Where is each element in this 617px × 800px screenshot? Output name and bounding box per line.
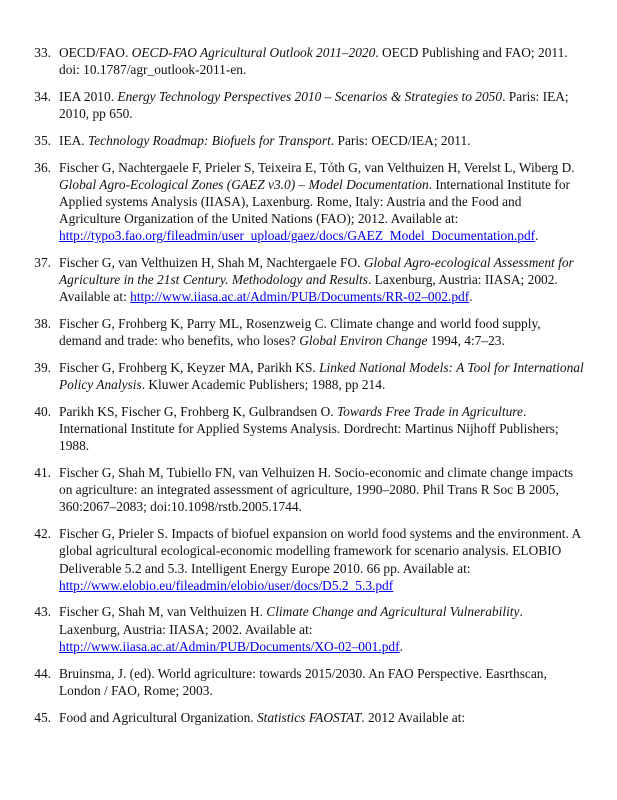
reference-number: 44. (34, 665, 51, 681)
reference-link[interactable]: http://www.iiasa.ac.at/Admin/PUB/Documents/XO-02–001.pdf (59, 638, 400, 654)
reference-text: OECD/FAO. (59, 45, 132, 60)
reference-text: 1994, 4:7–23. (427, 333, 505, 349)
reference-33 (34, 44, 585, 78)
reference-list (0, 44, 617, 735)
reference-text: IEA. (59, 132, 89, 148)
reference-title: Statistics FAOSTAT (256, 709, 362, 725)
reference-text: . (399, 638, 403, 654)
reference-text: Fischer G, Shah M, Tubiello FN, van Velhuizen H. Socio-economic and climate change impacts on agriculture: an integrated assessment of agriculture, 1990–2080. Phil Trans R Soc B 2005, 360:2067–2083; doi:10.1098/rstb.2005.1744. (59, 465, 574, 515)
reference-number: 36. (34, 159, 51, 175)
reference-text: . Laxenburg, Austria: IIASA; 2002. Available at: (59, 272, 558, 305)
reference-title: OECD-FAO Agricultural Outlook 2011–2020 (131, 45, 376, 60)
reference-text: Fischer G, van Velthuizen H, Shah M, Nachtergaele FO. (59, 255, 364, 271)
reference-text: Fischer G, Frohberg K, Keyzer MA, Parikh KS. (59, 360, 320, 376)
reference-title: Global Environ Change (299, 333, 428, 349)
reference-38 (34, 315, 585, 349)
reference-text: Parikh KS, Fischer G, Frohberg K, Gulbrandsen O. (59, 403, 337, 419)
reference-44 (34, 665, 585, 699)
reference-35 (34, 132, 585, 149)
reference-text: . OECD Publishing and FAO; 2011. doi: 10.1787/agr_outlook-2011-en. (59, 45, 568, 78)
reference-number: 41. (34, 465, 51, 481)
reference-number: 34. (34, 88, 51, 104)
reference-text: . International Institute for Applied Systems Analysis. Dordrecht: Martinus Nijhoff Publishers; 1988. (59, 403, 559, 454)
reference-39 (34, 359, 585, 393)
reference-45 (34, 709, 585, 726)
reference-title: Technology Roadmap: Biofuels for Transport (88, 132, 331, 148)
reference-text: . 2012 Available at: (361, 709, 466, 725)
reference-title: Global Agro-Ecological Zones (GAEZ v3.0) – Model Documentation (59, 176, 429, 192)
reference-title: Climate Change and Agricultural Vulnerability (266, 604, 520, 620)
reference-text: Fischer G, Shah M, van Velthuizen H. (59, 604, 267, 620)
reference-text: . Laxenburg, Austria: IIASA; 2002. Available at: (59, 604, 523, 637)
reference-number: 42. (34, 526, 51, 542)
reference-number: 43. (34, 604, 51, 620)
reference-text: . (469, 289, 473, 305)
reference-42 (34, 525, 585, 594)
reference-number: 35. (34, 132, 51, 148)
reference-number: 37. (34, 255, 51, 271)
reference-title: Towards Free Trade in Agriculture (336, 403, 523, 419)
reference-36 (34, 159, 585, 245)
reference-text: Food and Agricultural Organization. (59, 709, 257, 725)
reference-text: IEA 2010. (59, 88, 118, 104)
reference-number: 40. (34, 403, 51, 419)
reference-37 (34, 254, 585, 306)
reference-number: 33. (34, 45, 51, 60)
reference-40 (34, 403, 585, 455)
reference-43 (34, 603, 585, 655)
reference-text: Fischer G, Nachtergaele F, Prieler S, Teixeira E, Tóth G, van Velthuizen H, Verelst L, Wiberg D. (59, 159, 575, 175)
reference-text: . (535, 228, 539, 244)
reference-title: Linked National Models: A Tool for International Policy Analysis (59, 360, 584, 393)
reference-text: . Paris: OECD/IEA; 2011. (330, 132, 471, 148)
reference-number: 45. (34, 709, 51, 725)
reference-link[interactable]: http://www.iiasa.ac.at/Admin/PUB/Documents/RR-02–002.pdf (130, 289, 470, 305)
reference-text: . International Institute for Applied systems Analysis (IIASA), Laxenburg. Rome, Italy: Austria and the Food and Agriculture Organization of the United Nations (FAO); 2012. Available at: (59, 176, 570, 227)
reference-text: . Kluwer Academic Publishers; 1988, pp 214. (141, 377, 386, 393)
reference-link[interactable]: http://typo3.fao.org/fileadmin/user_upload/gaez/docs/GAEZ_Model_Documentation.pdf (59, 228, 536, 244)
reference-link[interactable]: http://www.elobio.eu/fileadmin/elobio/user/docs/D5.2_5.3.pdf (59, 577, 394, 593)
reference-text: Fischer G, Prieler S. Impacts of biofuel expansion on world food systems and the environment. A global agricultural ecological-economic modelling framework for scenario analysis. ELOBIO Deliverable 5.2 and 5.3. Intelligent Energy Europe 2010. 66 pp. Available at: (59, 526, 581, 576)
reference-number: 39. (34, 360, 51, 376)
reference-title: Global Agro-ecological Assessment for Agriculture in the 21st Century. Methodology and Results (59, 255, 574, 288)
reference-title: Energy Technology Perspectives 2010 – Scenarios & Strategies to 2050 (117, 88, 503, 104)
reference-text: Fischer G, Frohberg K, Parry ML, Rosenzweig C. Climate change and world food supply, demand and trade: who benefits, who loses? (59, 316, 541, 349)
reference-34 (34, 88, 585, 122)
reference-text: Bruinsma, J. (ed). World agriculture: towards 2015/2030. An FAO Perspective. Easrthscan, London / FAO, Rome; 2003. (59, 665, 547, 698)
reference-41 (34, 464, 585, 516)
reference-text: . Paris: IEA; 2010, pp 650. (59, 88, 569, 122)
reference-number: 38. (34, 316, 51, 332)
